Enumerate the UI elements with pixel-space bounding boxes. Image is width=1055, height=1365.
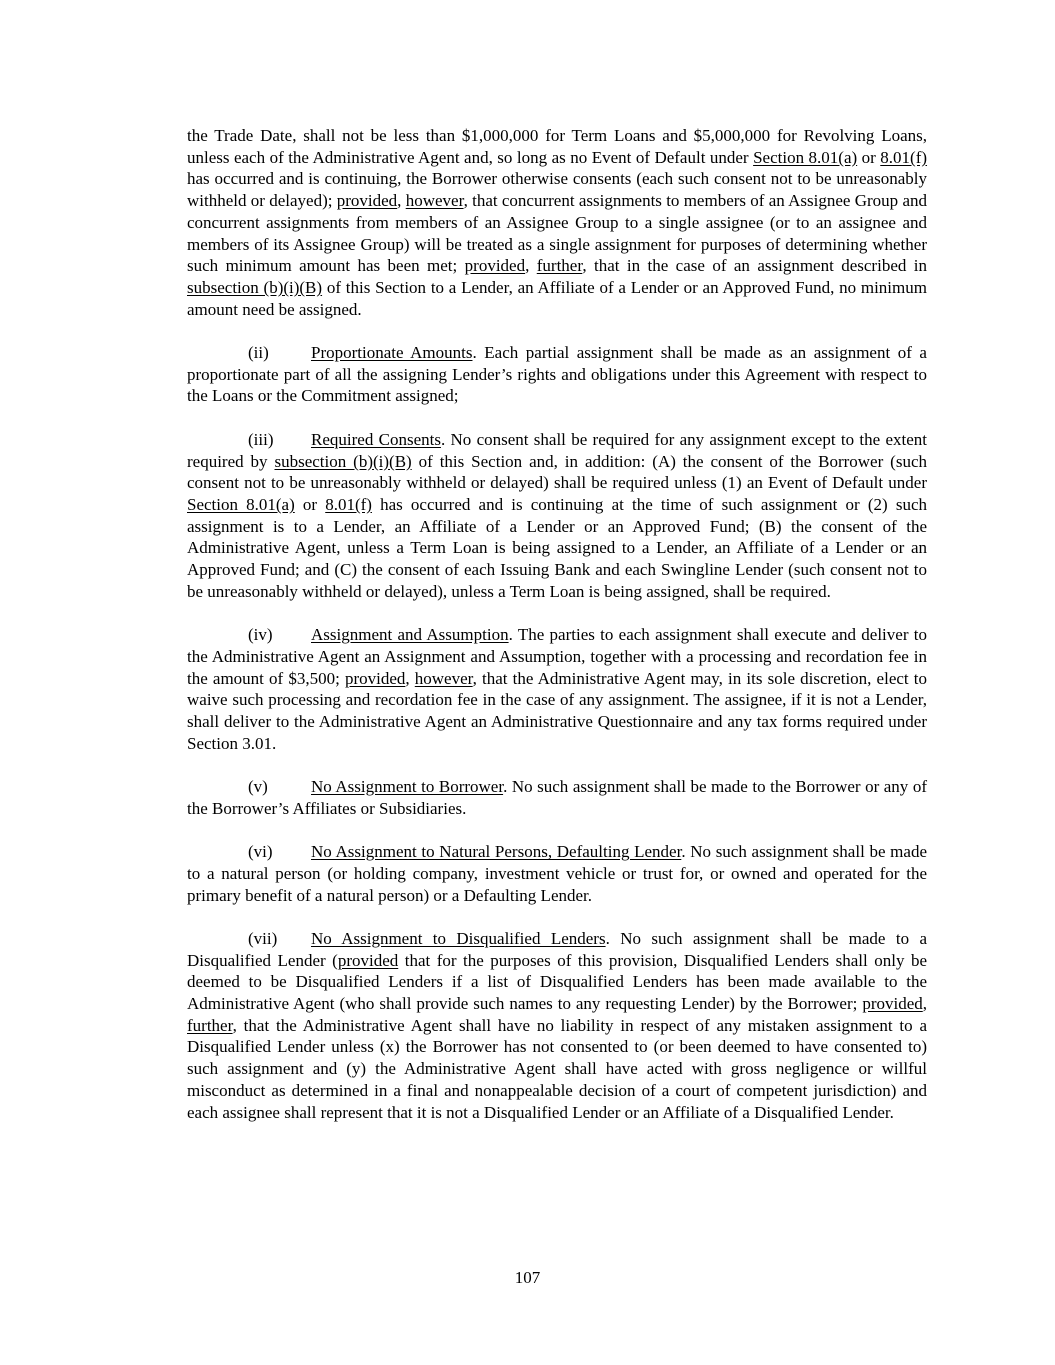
text-run: . No such assignment shall be made to a natural person (or holding company, investment vehicle or trust for, or owned and operated for the primary benefit of a natural person) or a Defaulting Lender.	[187, 842, 927, 905]
section-reference: 8.01(f)	[880, 147, 928, 167]
text-run: . No consent shall be required for any assignment except to the extent required by	[187, 429, 927, 471]
document-body	[187, 125, 927, 1123]
section-heading: Proportionate Amounts	[311, 343, 473, 363]
emphasis-term: provided	[336, 191, 398, 211]
section-reference: Section 8.01(a)	[753, 147, 858, 167]
section-reference: subsection (b)(i)(B)	[187, 277, 323, 297]
text-run: . The parties to each assignment shall execute and deliver to the Administrative Agent an Assignment and Assumption, together with a processing and recordation fee in the amount of $3,500;	[187, 625, 927, 688]
emphasis-term: provided	[337, 950, 399, 970]
section-heading: No Assignment to Disqualified Lenders	[311, 928, 606, 948]
text-run: , that in the case of an assignment described in	[582, 256, 927, 276]
section-heading: Assignment and Assumption	[311, 625, 509, 645]
text-run: or	[857, 147, 881, 167]
continuation-paragraph	[187, 125, 927, 320]
section-number: (ii)	[248, 343, 269, 363]
section-iv-paragraph	[187, 624, 927, 754]
section-number: (iii)	[248, 429, 274, 449]
section-heading: Required Consents	[311, 429, 441, 449]
section-reference: subsection (b)(i)(B)	[274, 451, 412, 471]
text-run: of this Section to a Lender, an Affiliate of a Lender or an Approved Fund, no minimum amount need be assigned.	[187, 277, 927, 319]
section-number: (vi)	[248, 842, 273, 862]
text-run: , that concurrent assignments to members of an Assignee Group and concurrent assignments from members of an Assignee Group to a single assignee (or to an assignee and members of its Assignee Group) will be treated as a single assignment for purposes of determining whether such minimum amount has been met;	[187, 191, 927, 276]
emphasis-term: provided	[464, 256, 526, 276]
text-run: . No such assignment shall be made to the Borrower or any of the Borrower’s Affiliates or Subsidiaries.	[187, 777, 927, 818]
text-run: or	[294, 494, 326, 514]
text-run: has occurred and is continuing at the time of such assignment or (2) such assignment is to a Lender, an Affiliate of a Lender or an Approved Fund; (B) the consent of the Administrative Agent, unless a Term Loan is being assigned to a Lender, an Affiliate of a Lender or an Approved Fund; and (C) the consent of each Issuing Bank and each Swingline Lender (such consent not to be unreasonably withheld or delayed), unless a Term Loan is being assigned, shall be required.	[187, 494, 927, 601]
section-reference: 8.01(f)	[325, 494, 372, 514]
section-heading: No Assignment to Natural Persons, Defaulting Lender	[311, 842, 682, 862]
text-run: ,	[525, 256, 537, 276]
emphasis-term: further	[536, 256, 583, 276]
section-iii-paragraph	[187, 429, 927, 603]
emphasis-term: however	[405, 191, 464, 211]
section-number: (v)	[248, 777, 268, 797]
section-ii-paragraph	[187, 342, 927, 407]
text-run: ,	[405, 668, 415, 688]
emphasis-term: provided	[862, 994, 923, 1014]
emphasis-term: provided	[344, 668, 406, 688]
text-run: ,	[922, 994, 927, 1014]
emphasis-term: further	[187, 1015, 233, 1035]
text-run: of this Section and, in addition: (A) the consent of the Borrower (such consent not to be unreasonably withheld or delayed) shall be required unless (1) an Event of Default under	[187, 451, 927, 493]
section-vi-paragraph	[187, 841, 927, 906]
section-vii-paragraph	[187, 928, 927, 1123]
section-v-paragraph	[187, 776, 927, 819]
text-run: , that the Administrative Agent shall have no liability in respect of any mistaken assignment to a Disqualified Lender unless (x) the Borrower has not consented to (or been deemed to have consented to) such assignment and (y) the Administrative Agent shall have acted with gross negligence or willful misconduct as determined in a final and nonappealable decision of a court of competent jurisdiction) and each assignee shall represent that it is not a Disqualified Lender or an Affiliate of a Disqualified Lender.	[187, 1015, 927, 1122]
emphasis-term: however	[414, 668, 473, 688]
text-run: . No such assignment shall be made to a Disqualified Lender (	[187, 928, 927, 970]
text-run: has occurred and is continuing, the Borrower otherwise consents (each such consent not to be unreasonably withheld or delayed);	[187, 169, 927, 211]
text-run: that for the purposes of this provision, Disqualified Lenders shall only be deemed to be Disqualified Lenders if a list of Disqualified Lenders has been made available to the Administrative Agent (who shall provide such names to any requesting Lender) by the Borrower;	[187, 950, 927, 1014]
section-number: (iv)	[248, 625, 273, 645]
text-run: , that the Administrative Agent may, in its sole discretion, elect to waive such processing and recordation fee in the case of any assignment. The assignee, if it is not a Lender, shall deliver to the Administrative Agent an Administrative Questionnaire and any tax forms required under Section 3.01.	[187, 668, 927, 753]
text-run: . Each partial assignment shall be made as an assignment of a proportionate part of all the assigning Lender’s rights and obligations under this Agreement with respect to the Loans or the Commitment assigned;	[187, 343, 927, 406]
section-number: (vii)	[248, 928, 278, 948]
section-reference: Section 8.01(a)	[187, 494, 295, 514]
text-run: the Trade Date, shall not be less than $1,000,000 for Term Loans and $5,000,000 for Revolving Loans, unless each of the Administrative Agent and, so long as no Event of Default under	[187, 126, 927, 167]
text-run: ,	[397, 191, 406, 211]
section-heading: No Assignment to Borrower	[311, 777, 504, 797]
page-number: 107	[514, 1268, 541, 1287]
